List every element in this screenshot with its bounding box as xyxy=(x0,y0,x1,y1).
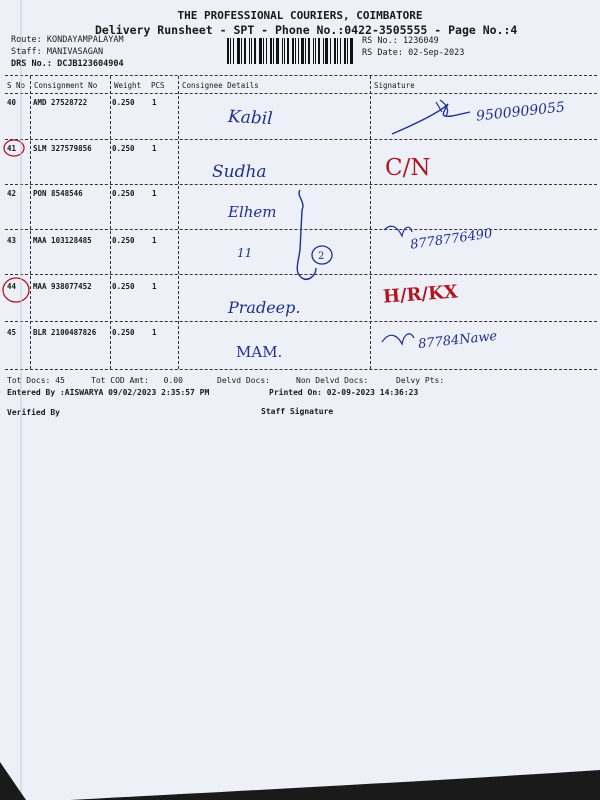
delvd-docs-label: Delvd Docs: xyxy=(217,376,270,385)
col-header-signature: Signature xyxy=(374,81,415,90)
tot-cod-label: Tot COD Amt: xyxy=(91,376,149,385)
tot-docs-value: 45 xyxy=(55,376,65,385)
row-pcs: 1 xyxy=(152,189,157,198)
row-consignment: BLR 2100487826 xyxy=(33,328,97,337)
row-consignment: PON 8548546 xyxy=(33,189,83,198)
delvy-pts-label: Delvy Pts: xyxy=(396,376,445,385)
tot-docs-label: Tot Docs: xyxy=(7,376,51,385)
row-weight: 0.250 xyxy=(112,144,135,153)
row-consignment: MAA 103128485 xyxy=(33,236,92,245)
row-weight: 0.250 xyxy=(112,328,135,337)
runsheet-title: Delivery Runsheet - SPT - Phone No.:0422-3505555 - Page No.:4 xyxy=(95,23,518,37)
circled-count-digit: 2 xyxy=(318,251,325,262)
row-consignment: AMD 27528722 xyxy=(33,98,88,107)
drs-label: DRS No.: xyxy=(11,59,52,69)
row-pcs: 1 xyxy=(152,282,157,291)
rs-no-value: 1236049 xyxy=(402,36,439,46)
drs-value: DCJB123604904 xyxy=(57,59,124,69)
row-sno: 40 xyxy=(7,98,17,107)
verified-by: Verified By xyxy=(7,408,60,417)
staff-signature: Staff Signature xyxy=(261,407,334,416)
rs-date-value: 02-Sep-2023 xyxy=(408,48,465,58)
row-weight: 0.250 xyxy=(112,189,135,198)
row-pcs: 1 xyxy=(152,328,157,337)
consignee-handwriting: Kabil xyxy=(227,106,274,130)
col-header-sno: S No xyxy=(7,81,26,90)
consignee-handwriting: MAM. xyxy=(236,343,283,361)
non-delvd-docs-label: Non Delvd Docs: xyxy=(296,376,369,385)
rs-no-label: RS No.: xyxy=(362,36,398,46)
row-weight: 0.250 xyxy=(112,98,135,107)
signature-cn-mark: C/N xyxy=(385,155,431,181)
consignee-handwriting: Sudha xyxy=(212,162,267,182)
route-value: KONDAYAMPALAYAM xyxy=(46,35,124,45)
tot-cod-value: 0.00 xyxy=(163,376,183,385)
signature-phone: 8778776490 xyxy=(409,226,494,253)
consignee-handwriting: Elhem xyxy=(228,203,277,221)
signature-phone: 87784Nawe xyxy=(417,328,498,353)
route-label: Route: xyxy=(11,35,42,45)
staff-label: Staff: xyxy=(11,47,42,57)
row-pcs: 1 xyxy=(152,144,157,153)
row-sno: 42 xyxy=(7,189,17,198)
company-name: THE PROFESSIONAL COURIERS, COIMBATORE xyxy=(177,9,423,22)
signature-red-mark: H/R/KX xyxy=(382,281,459,308)
signature-phone: 9500909055 xyxy=(475,99,566,125)
col-header-consignee: Consignee Details xyxy=(182,81,259,90)
rs-date-label: RS Date: xyxy=(362,48,403,58)
col-header-weight: Weight xyxy=(114,81,142,90)
entered-by: Entered By :AISWARYA 09/02/2023 2:35:57 PM xyxy=(7,388,210,397)
row-consignment: MAA 938077452 xyxy=(33,282,92,291)
row-weight: 0.250 xyxy=(112,236,135,245)
row-weight: 0.250 xyxy=(112,282,135,291)
consignee-ditto: 11 xyxy=(237,246,253,260)
row-consignment: SLM 327579856 xyxy=(33,144,92,153)
row-sno: 41 xyxy=(7,144,17,153)
row-sno: 45 xyxy=(7,328,17,337)
row-pcs: 1 xyxy=(152,236,157,245)
col-header-pcs: PCS xyxy=(151,81,165,90)
col-header-consignment: Consignment No xyxy=(34,81,98,90)
staff-value: MANIVASAGAN xyxy=(46,47,104,57)
consignee-handwriting: Pradeep. xyxy=(228,298,301,317)
row-sno: 43 xyxy=(7,236,17,245)
row-sno: 44 xyxy=(7,282,17,291)
row-pcs: 1 xyxy=(152,98,157,107)
printed-on: Printed On: 02-09-2023 14:36:23 xyxy=(269,388,419,397)
